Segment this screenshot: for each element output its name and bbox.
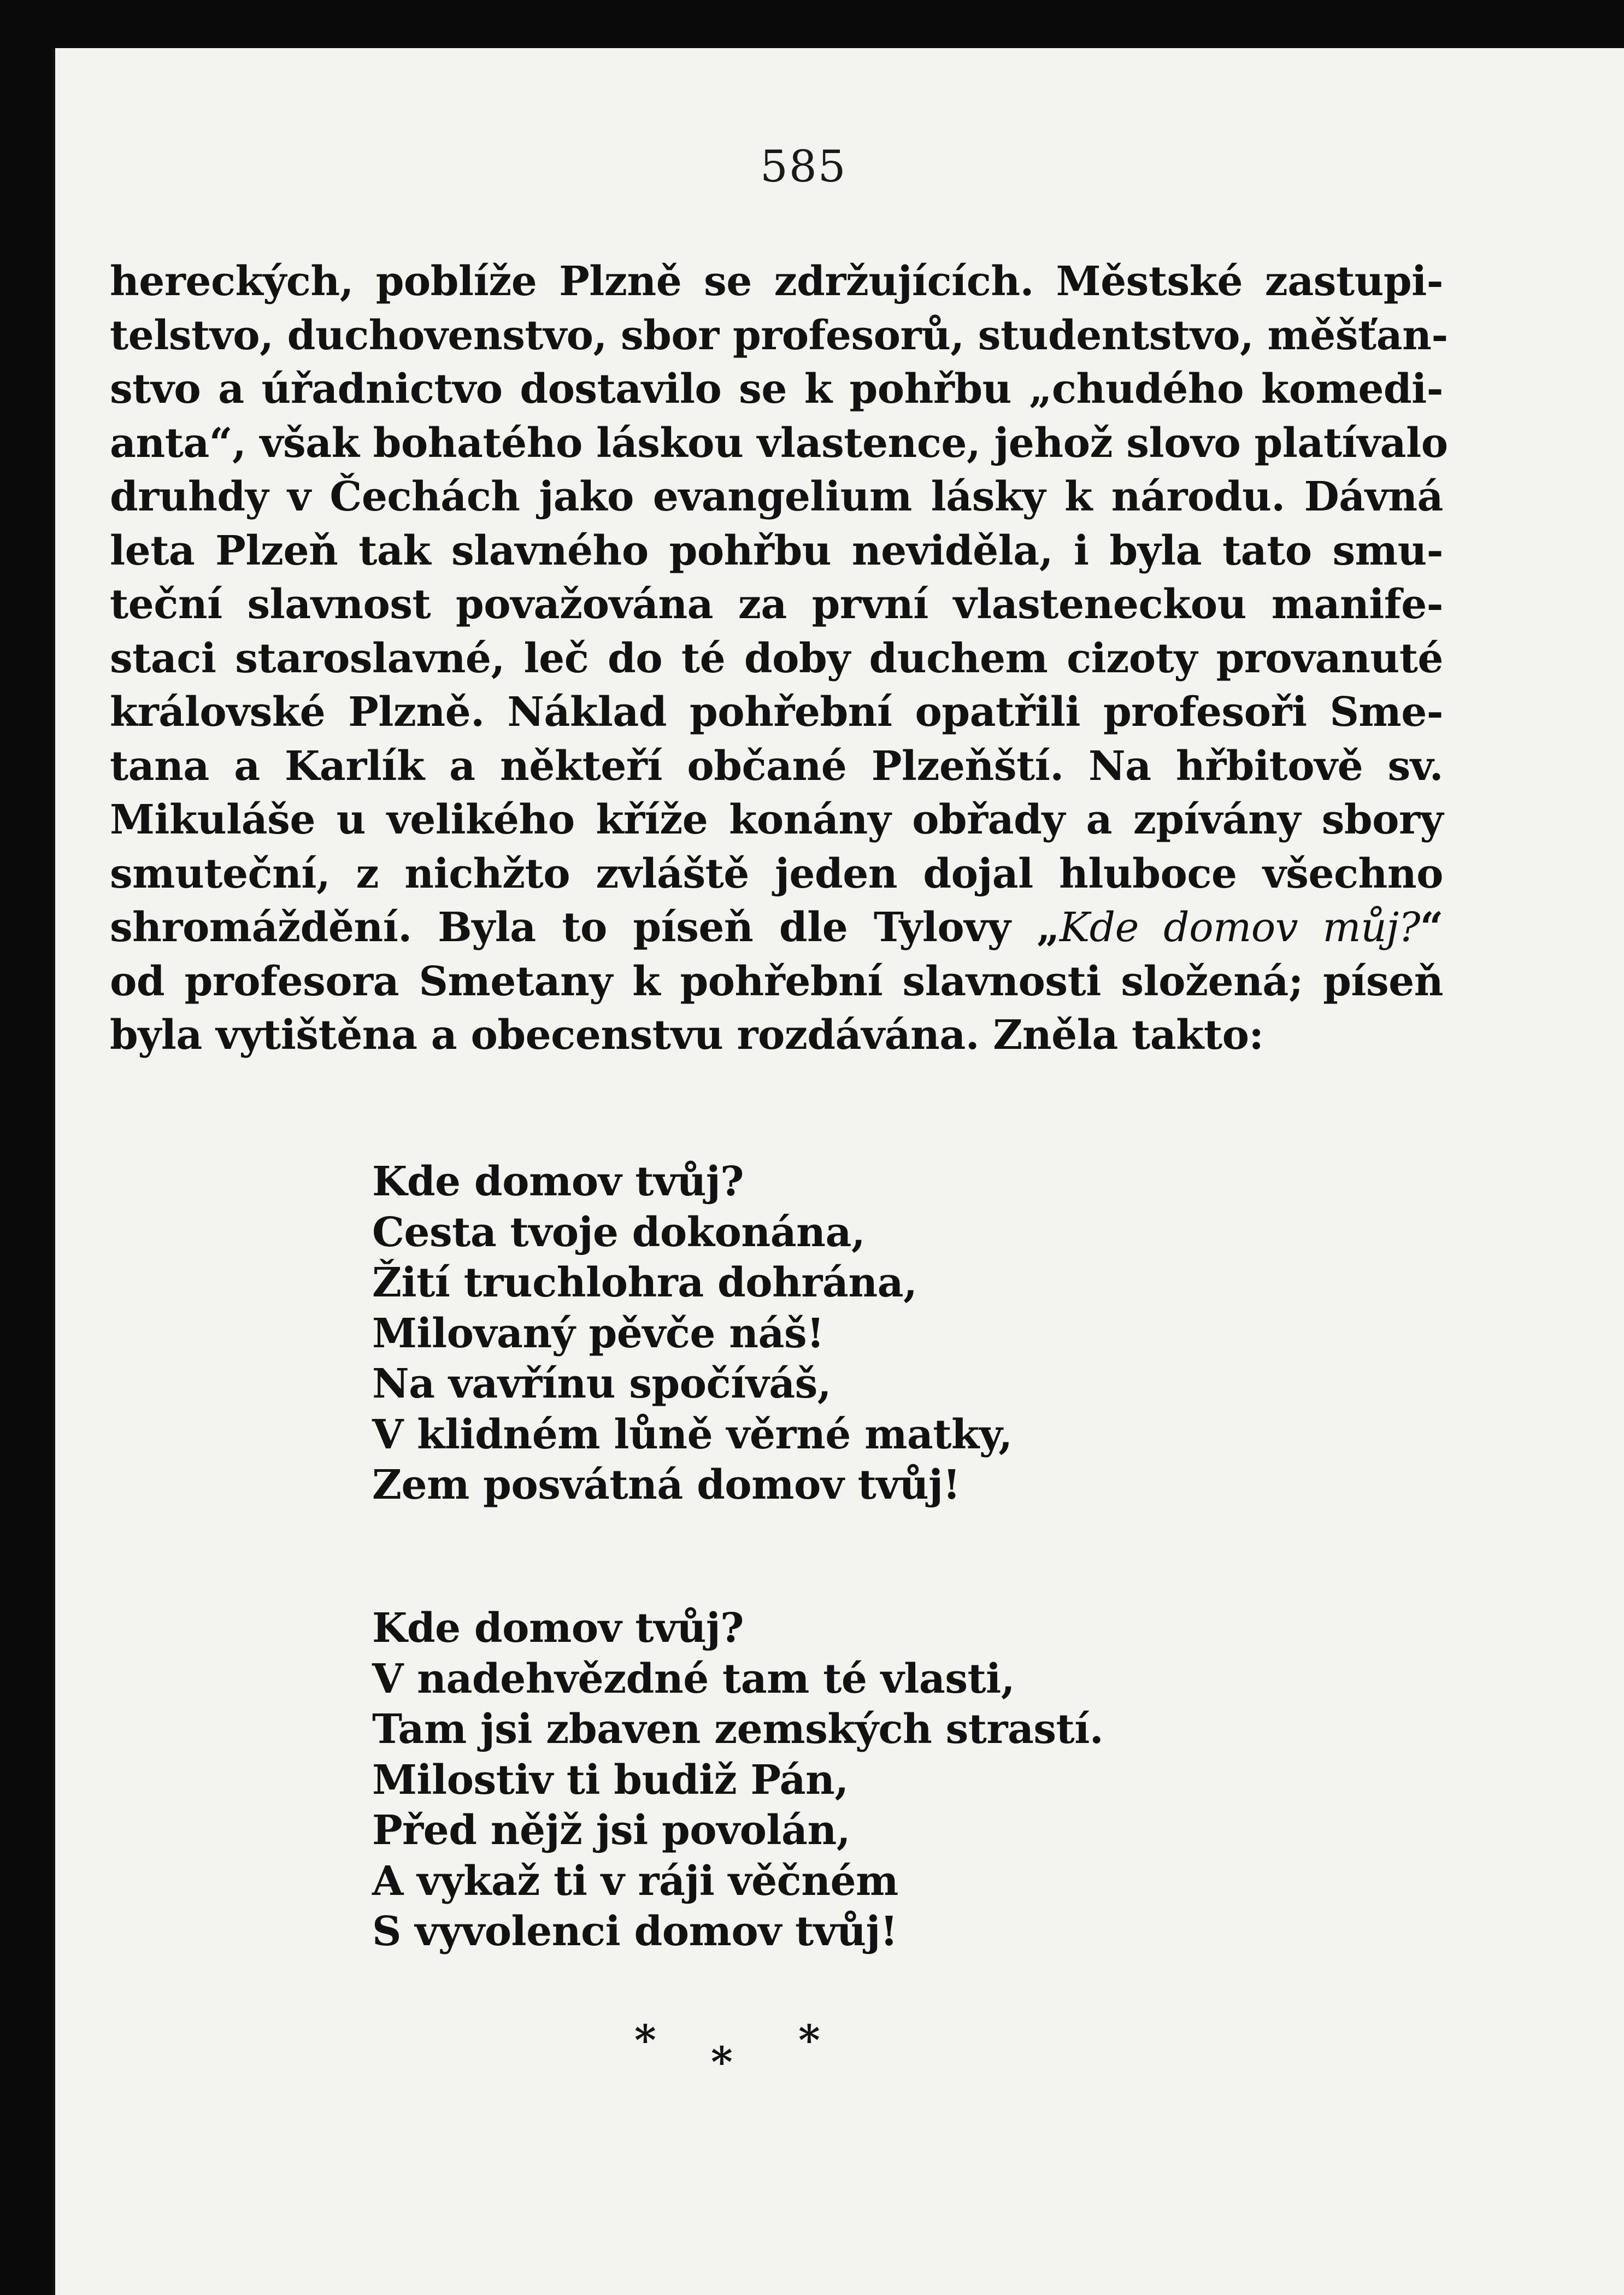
- poem-line: V klidném lůně věrné matky,: [372, 1411, 1013, 1458]
- asterisk: *: [634, 2016, 656, 2064]
- poem-line: Na vavřínu spočíváš,: [372, 1360, 832, 1407]
- paragraph-text: shromáždění. Byla to píseň dle Tylovy „: [110, 904, 1060, 951]
- paragraph-line: stvo a úřadnictvo dostavilo se k pohřbu „chudého komedi-: [110, 366, 1443, 413]
- poem-stanza-2: [372, 1603, 1356, 1957]
- song-title: Kde domov můj?: [1059, 904, 1420, 951]
- prose-paragraph: [110, 255, 1448, 1063]
- paragraph-line: teční slavnost považována za první vlasteneckou manife-: [110, 581, 1443, 628]
- poem-line: V nadehvězdné tam té vlasti,: [372, 1655, 1015, 1703]
- poem-line: Před nějž jsi povolán,: [372, 1807, 851, 1854]
- paragraph-line: Mikuláše u velikého kříže konány obřady a zpívány sbory: [110, 796, 1443, 843]
- paragraph-line: byla vytištěna a obecenstvu rozdávána. Zněla takto:: [110, 1012, 1264, 1059]
- poem-line: Tam jsi zbaven zemských strastí.: [372, 1706, 1104, 1753]
- asterism-separator: [634, 2016, 864, 2086]
- paragraph-line: královské Plzně. Náklad pohřební opatřili profesoři Sme-: [110, 689, 1443, 736]
- paragraph-line: od profesora Smetany k pohřební slavnosti složená; píseň: [110, 958, 1443, 1005]
- poem-line: Milostiv ti budiž Pán,: [372, 1756, 849, 1804]
- book-page: [52, 48, 1624, 2295]
- poem-line: Cesta tvoje dokonána,: [372, 1208, 866, 1256]
- paragraph-line: druhdy v Čechách jako evangelium lásky k národu. Dávná: [110, 473, 1443, 520]
- paragraph-line: hereckých, poblíže Plzně se zdržujících. Městské zastupi-: [110, 258, 1443, 305]
- paragraph-line: telstvo, duchovenstvo, sbor profesorů, studentstvo, měšťan-: [110, 312, 1448, 359]
- closing-quote: “: [1420, 904, 1443, 951]
- poem-line: S vyvolenci domov tvůj!: [372, 1908, 898, 1955]
- poem-stanza-1: [372, 1157, 1356, 1511]
- paragraph-line: staci staroslavné, leč do té doby duchem cizoty provanuté: [110, 635, 1443, 682]
- poem-line: Žití truchlohra dohrána,: [372, 1259, 917, 1306]
- poem-line: A vykaž ti v ráji věčném: [372, 1857, 898, 1905]
- paragraph-line-with-title: [110, 901, 1443, 955]
- page-number: 585: [760, 141, 847, 192]
- paragraph-line: leta Plzeň tak slavného pohřbu neviděla, i byla tato smu-: [110, 527, 1443, 574]
- poem-line: Zem posvátná domov tvůj!: [372, 1461, 961, 1509]
- paragraph-line: anta“, však bohatého láskou vlastence, jehož slovo platívalo: [110, 419, 1448, 467]
- poem-line: Kde domov tvůj?: [372, 1158, 744, 1205]
- asterisk: *: [711, 2038, 733, 2086]
- paragraph-line: tana a Karlík a někteří občané Plzeňští. Na hřbitově sv.: [110, 742, 1443, 790]
- poem-line: Kde domov tvůj?: [372, 1605, 744, 1652]
- poem-line: Milovaný pěvče náš!: [372, 1310, 825, 1357]
- asterisk: *: [798, 2016, 820, 2064]
- paragraph-line: smuteční, z nichžto zvláště jeden dojal hluboce všechno: [110, 850, 1443, 897]
